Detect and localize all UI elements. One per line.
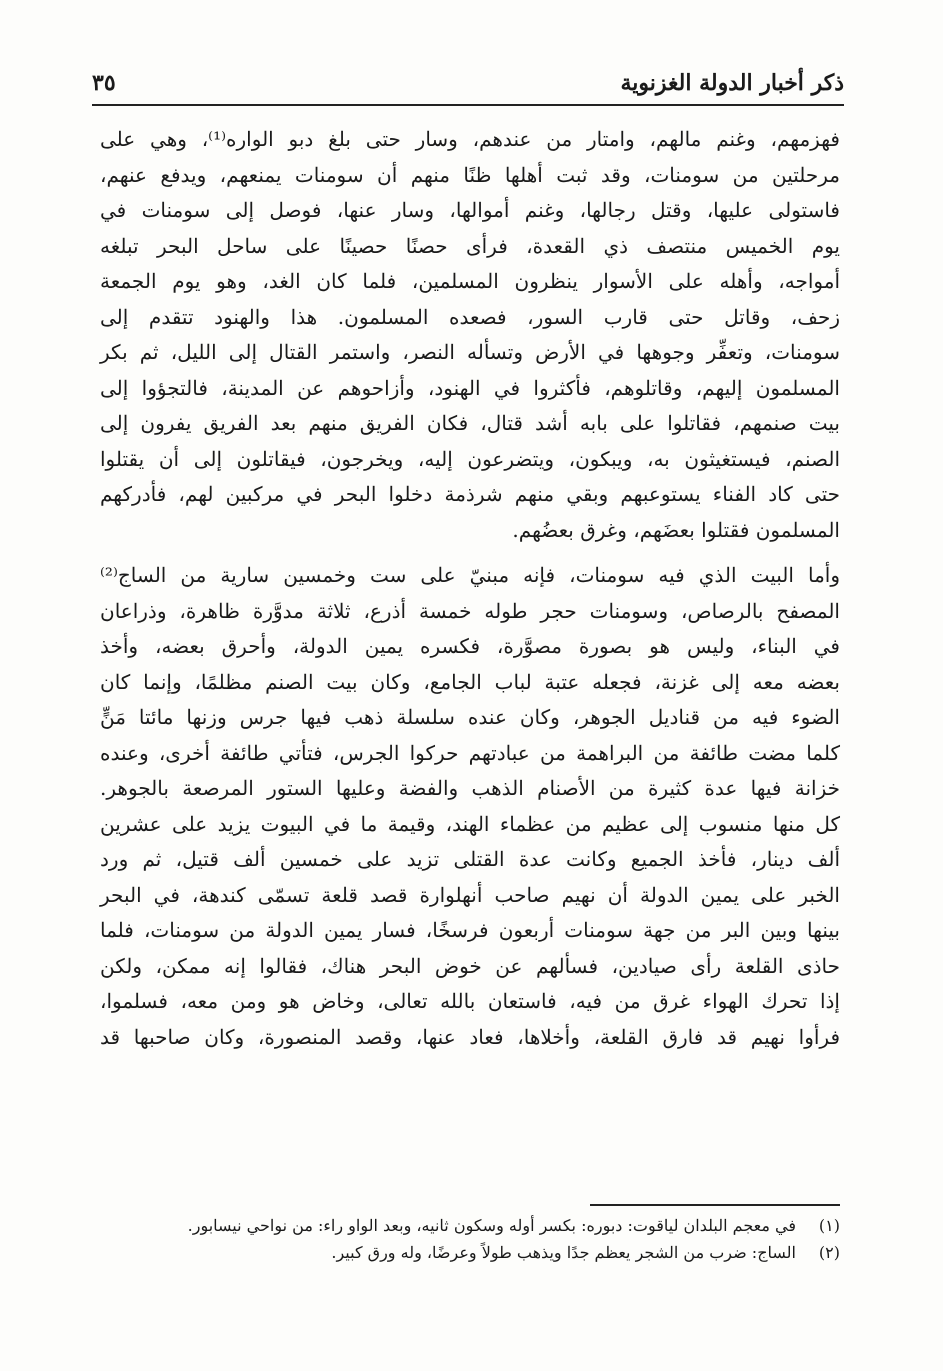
text-line: المصفح بالرصاص، وسومنات حجر طوله خمسة أذرع، ثلاثة مدوَّرة ظاهرة، وذراعان (100, 598, 840, 623)
footnote-1 (100, 1212, 840, 1239)
text-line: بينها وبين البر من جهة سومنات أربعون فرسخًا، فسار يمين الدولة من سومنات، فلما (100, 918, 840, 942)
text-line: مرحلتين من سومنات، وقد ثبت أهلها ظنًا منهم أن سومنات يمنعهم، ويدفع عنهم، (100, 162, 840, 187)
page-header (92, 68, 844, 106)
footnotes (100, 1212, 840, 1266)
main-text (100, 122, 840, 1055)
text-line: كل منها منسوب إلى عظيم من عظماء الهند، وقيمة ما في البيوت يزيد على عشرين (100, 811, 840, 836)
running-title: ذكر أخبار الدولة الغزنوية (620, 70, 844, 96)
text-line: في البناء، وليس هو بصورة مصوَّرة، فكسره يمين الدولة، وأحرق بعضه، وأخذ (100, 634, 840, 658)
text-line: يوم الخميس منتصف ذي القعدة، فرأى حصنًا حصينًا على ساحل البحر تبلغه (100, 233, 840, 258)
footnote-divider (590, 1204, 840, 1206)
text-line: ألف دينار، فأخذ الجميع وكانت عدة القتلى تزيد على خمسين ألف قتيل، ثم ورد (100, 847, 840, 871)
text-line: بيت صنمهم، فقاتلوا على بابه أشد قتال، فكان الفريق منهم بعد الفريق يفرون إلى (100, 411, 840, 435)
text-line: زحف، وقاتل حتى قارب السور، فصعده المسلمون. هذا والهنود تتقدم إلى (100, 304, 840, 329)
text-line: فاستولى عليها، وقتل رجالها، وغنم أموالها، وسار عنها، فوصل إلى سومنات في (100, 198, 840, 222)
text-line: بعضه معه إلى غزنة، فجعله عتبة لباب الجامع، وكان بيت الصنم مظلمًا، وإنما كان (100, 669, 840, 694)
text-line: كلما مضت طائفة من البراهمة من عبادتهم حركوا الجرس، فتأتي طائفة أخرى، وعنده (100, 740, 840, 765)
text-line: حاذى القلعة رأى صيادين، فسألهم عن خوض البحر هناك، فقالوا إنه ممكن، ولكن (100, 953, 840, 978)
text-line: المسلمون فقتلوا بعضَهم، وغرق بعضُهم. (512, 517, 840, 542)
paragraph-1 (100, 122, 840, 548)
paragraph-2 (100, 558, 840, 1055)
text-line: حتى كاد الفناء يستوعبهم وبقي منهم شرذمة دخلوا البحر في مركبين لهم، فأدركهم (100, 482, 840, 506)
text-line: الخبر على يمين الدولة أن نهيم صاحب أنهلوارة قصد قلعة تسمّى كندهة، في البحر (100, 882, 840, 907)
text-line: وأما البيت الذي فيه سومنات، فإنه مبنيّ على ست وخمسين سارية من الساج⁽²⁾ (100, 563, 840, 587)
footnote-text: في معجم البلدان لياقوت: دبوره: بكسر أوله وسكون ثانيه، وبعد الواو راء: من نواحي نيسابور. (187, 1216, 796, 1235)
text-line: أمواجه، وأهله على الأسوار ينظرون المسلمين، فلما كان الغد، وهو يوم الجمعة (100, 269, 840, 293)
text-line: فرأوا نهيم قد فارق القلعة، وأخلاها، فعاد عنها، وقصد المنصورة، وكان صاحبها قد (100, 1024, 840, 1049)
text-line: الضوء فيه من قناديل الجوهر، وكان عنده سلسلة ذهب فيها جرس وزنها مائتا مَنٍّ (100, 705, 840, 729)
text-line: الصنم، فيستغيثون به، ويبكون، ويتضرعون إليه، ويخرجون، فيقاتلون إلى أن يقتلوا (100, 446, 840, 471)
text-line: خزانة فيها عدة كثيرة من الأصنام الذهب والفضة وعليها الستور المرصعة بالجوهر. (100, 776, 840, 800)
footnote-number: (٢) (818, 1243, 840, 1262)
text-line: فهزمهم، وغنم مالهم، وامتار من عندهم، وسار حتى بلغ دبو الواره⁽¹⁾، وهي على (100, 127, 840, 151)
text-line: سومنات، وتعفِّر وجوهها في الأرض وتسأله النصر، واستمر القتال إلى الليل، ثم بكر (100, 340, 840, 364)
page-number: ٣٥ (92, 70, 116, 96)
footnote-number: (١) (818, 1216, 840, 1235)
text-line: المسلمون إليهم، وقاتلوهم، فأكثروا في الهنود، وأزاحوهم عن المدينة، فالتجؤوا إلى (100, 375, 840, 400)
footnote-2 (100, 1239, 840, 1266)
text-line: إذا تحرك الهواء غرق من فيه، فاستعان بالله تعالى، وخاض هو ومن معه، فسلموا، (100, 989, 840, 1013)
footnote-text: الساج: ضرب من الشجر يعظم جدًا ويذهب طولاً وعرضًا، وله ورق كبير. (331, 1243, 796, 1262)
